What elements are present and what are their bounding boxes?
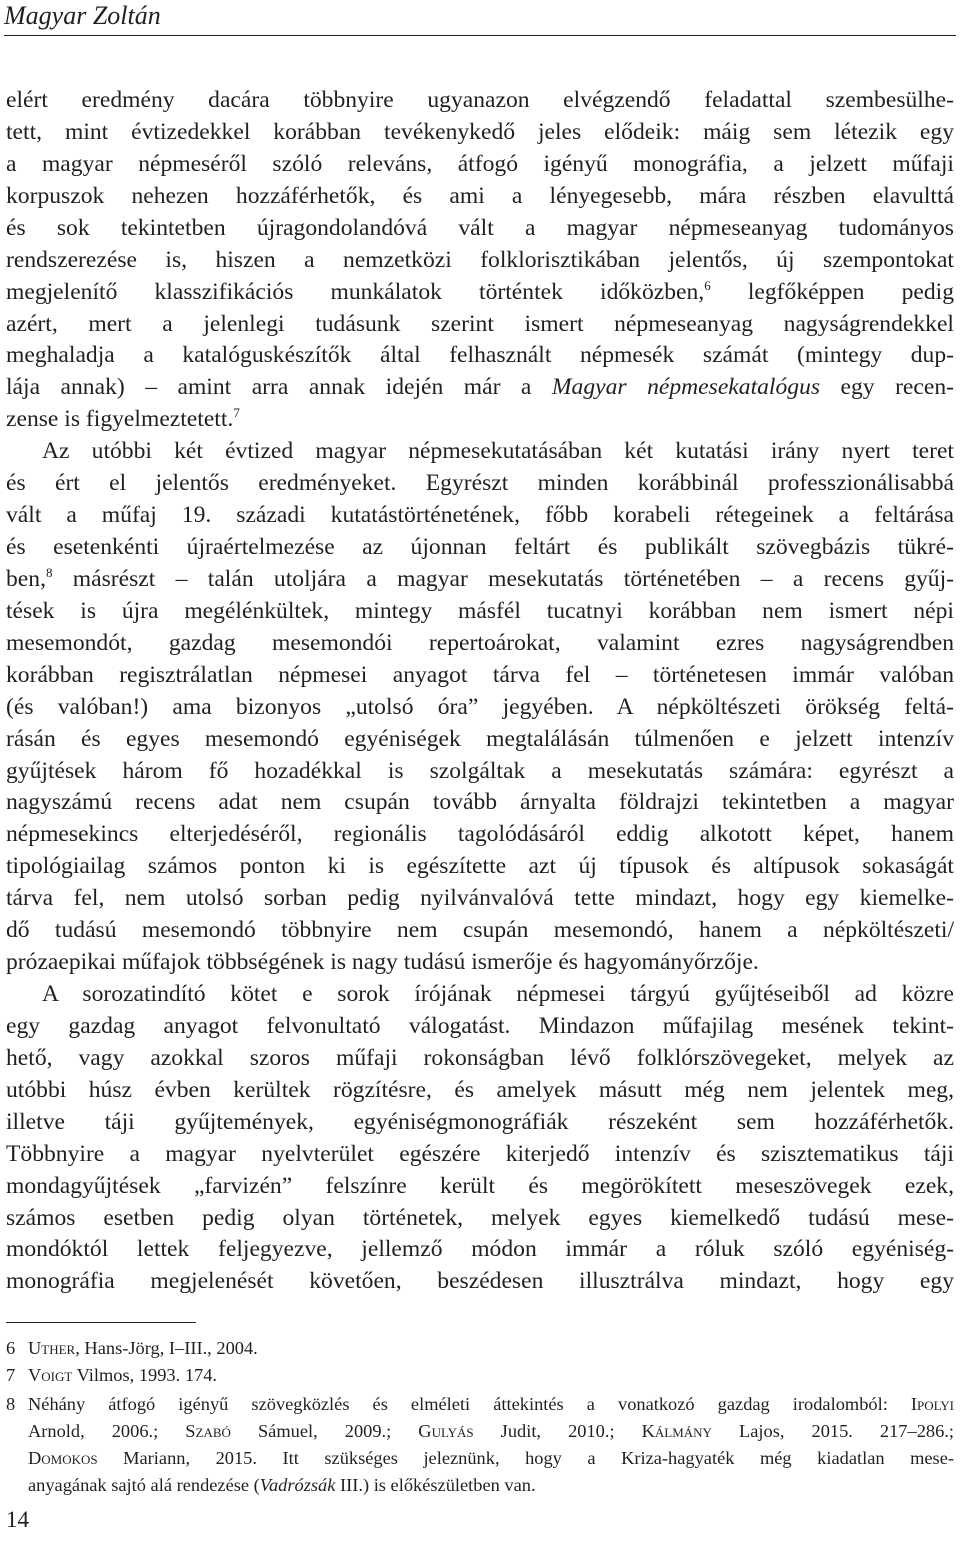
line-text: megjelenítő klasszifikációs munkálatok történtek időközben,	[6, 278, 705, 305]
text-line	[6, 1012, 954, 1040]
footnote-text: Mariann, 2015. Itt szükséges jeleznünk, hogy a Kriza-hagyaték még kiadatlan mese-	[97, 1448, 954, 1468]
footnote-line	[6, 1474, 954, 1496]
text-line	[6, 118, 954, 146]
text-line	[6, 501, 954, 529]
footnote-ref: 6	[704, 277, 711, 293]
line-text: azért, mert a jelenlegi tudásunk szerint ismert népmeseanyag nagyságrendekkel	[6, 310, 954, 337]
footnote-line	[6, 1420, 954, 1442]
header-rule	[4, 35, 956, 36]
author-name: Uther	[28, 1338, 76, 1358]
line-text: népmesekincs elterjedéséről, regionális tagolódásáról eddig alkotott képet, hanem	[6, 821, 954, 848]
footnote-text: Lajos, 2015. 217–286.;	[711, 1421, 954, 1441]
line-text: dő tudású mesemondó többnyire nem csupán mesemondó, hanem a népköltészeti/	[6, 917, 954, 944]
author-name: Kálmány	[641, 1421, 712, 1441]
text-line	[6, 310, 954, 338]
text-line	[42, 437, 954, 465]
footnote-text: Judit, 2010.;	[473, 1421, 642, 1441]
text-line	[6, 565, 954, 593]
text-line	[6, 693, 954, 721]
line-text: vált a műfaj 19. századi kutatástörténetének, főbb korabeli rétegeinek a feltárása	[6, 502, 954, 529]
text-line	[6, 788, 954, 816]
line-text: mondagyűjtések „farvizén” felszínre került és megörökített meseszövegek ezek,	[6, 1172, 954, 1199]
line-text: egy recen-	[820, 374, 954, 401]
footnote-text: Sámuel, 2009.;	[230, 1421, 419, 1441]
author-name: Domokos	[28, 1448, 98, 1468]
line-text: (és valóban!) ama bizonyos „utolsó óra” jegyében. A népköltészeti örökség feltá-	[6, 693, 954, 720]
text-line	[6, 597, 954, 625]
line-text: Többnyire a magyar nyelvterület egészére kiterjedő intenzív és szisztematikus táji	[6, 1140, 954, 1167]
text-line	[6, 278, 954, 306]
line-text: és esetenkénti újraértelmezése az újonnan feltárt és publikált szövegbázis tükré-	[6, 534, 954, 561]
text-line	[6, 948, 954, 976]
text-line	[6, 1204, 954, 1232]
text-line	[6, 820, 954, 848]
line-text: elért eredmény dacára többnyire ugyanazon elvégzendő feladattal szembesülhe-	[6, 87, 954, 113]
line-text: rendszerezése is, hiszen a nemzetközi folklorisztikában jelentős, új szempontokat	[6, 246, 954, 273]
line-text: hető, vagy azokkal szoros műfaji rokonságban lévő folklórszövegeket, melyek az	[6, 1044, 954, 1071]
line-text: A sorozatindító kötet e sorok írójának népmesei tárgyú gyűjtéseiből ad közre	[42, 981, 954, 1008]
footnote-line	[6, 1393, 954, 1415]
footnote-text: Vilmos, 1993. 174.	[72, 1365, 218, 1385]
line-text: tipológiailag számos ponton ki is egészítette azt új típusok és altípusok sokaságát	[6, 853, 954, 880]
text-line	[42, 980, 954, 1008]
footnote-number: 6	[6, 1338, 16, 1358]
text-line	[6, 246, 954, 274]
footnote-number: 8	[6, 1394, 16, 1414]
line-text: ben,	[6, 565, 46, 592]
footnote-line	[6, 1447, 954, 1469]
author-name: Ipolyi	[910, 1394, 954, 1414]
footnote-text: , Hans-Jörg, I–III., 2004.	[75, 1338, 258, 1358]
author-name: Szabó	[185, 1421, 231, 1441]
line-text: monográfia megjelenését követően, beszédesen illusztrálva mindazt, hogy egy	[6, 1268, 954, 1295]
text-line	[6, 469, 954, 497]
text-line	[6, 341, 954, 369]
text-line	[6, 86, 954, 114]
text-line	[6, 757, 954, 785]
author-name: Voigt	[28, 1365, 73, 1385]
author-name: Gulyás	[418, 1421, 474, 1441]
footnote-text: anyagának sajtó alá rendezése (	[28, 1475, 260, 1495]
text-line	[6, 661, 954, 689]
line-text: rásán és egyes mesemondó egyéniségek megtalálásán túlmenően e jelzett intenzív	[6, 725, 954, 752]
footnote-line	[6, 1337, 954, 1359]
line-text: számos esetben pedig olyan történetek, melyek egyes kiemelkedő tudású mese-	[6, 1204, 954, 1231]
footnote-text: Néhány átfogó igényű szövegközlés és elméleti áttekintés a vonatkozó gazdag irodalomból:	[28, 1394, 911, 1414]
text-line	[6, 884, 954, 912]
line-text: és sok tekintetben újragondolandóvá vált a magyar népmeseanyag tudományos	[6, 214, 954, 241]
line-text: prózaepikai műfajok többségének is nagy tudású ismerője és hagyományőrzője.	[6, 949, 759, 976]
line-text: lája annak) – amint arra annak idején már a	[6, 374, 552, 401]
line-text: és ért el jelentős eredményeket. Egyrészt minden korábbinál professzionálisabbá	[6, 470, 954, 497]
text-line	[6, 1076, 954, 1104]
line-text: meghaladja a katalóguskészítők által felhasznált népmesék számát (mintegy dup-	[6, 342, 954, 369]
line-text: tett, mint évtizedekkel korábban tevékenykedő jeles elődeik: máig sem létezik egy	[6, 118, 954, 145]
line-text: zense is figyelmeztetett.	[6, 406, 234, 433]
line-text: gyűjtések három fő hozadékkal is szolgáltak a mesekutatás számára: egyrészt a	[6, 757, 954, 784]
line-text: illetve táji gyűjtemények, egyéniségmonográfiák részeként sem hozzáférhetők.	[6, 1108, 954, 1135]
line-text: a magyar népmeséről szóló releváns, átfogó igényű monográfia, a jelzett műfaji	[6, 150, 954, 177]
text-line	[6, 405, 954, 433]
running-head: Magyar Zoltán	[4, 1, 161, 30]
footnote-number: 7	[6, 1365, 16, 1385]
text-line	[6, 1140, 954, 1168]
text-line	[6, 916, 954, 944]
text-line	[6, 852, 954, 880]
line-text: tárva fel, nem utolsó sorban pedig nyilvánvalóvá tette mindazt, hogy egy kiemelke-	[6, 885, 954, 912]
text-line	[6, 533, 954, 561]
text-line	[6, 1172, 954, 1200]
line-text: mesemondót, gazdag mesemondói repertoárokat, valamint ezres nagyságrendben	[6, 629, 954, 656]
line-text: mondóktól lettek feljegyezve, jellemző módon immár a róluk szóló egyéniség-	[6, 1236, 954, 1263]
line-text: egy gazdag anyagot felvonultató válogatást. Mindazon műfajilag mesének tekint-	[6, 1012, 954, 1039]
italic-title: Magyar népmesekatalógus	[551, 374, 821, 401]
line-text: korábban regisztrálatlan népmesei anyagot tárva fel – történetesen immár valóban	[6, 661, 954, 688]
line-text: másrészt – talán utoljára a magyar mesekutatás történetében – a recens gyűj-	[52, 565, 954, 592]
text-line	[6, 1044, 954, 1072]
footnote-ref: 7	[233, 405, 240, 421]
text-line	[6, 214, 954, 242]
text-line	[6, 182, 954, 210]
footnote-text: Arnold, 2006.;	[28, 1421, 186, 1441]
text-line	[6, 629, 954, 657]
footnote-ref: 8	[45, 564, 53, 580]
line-text: tések is újra megélénkültek, mintegy másfél tucatnyi korábban nem ismert népi	[6, 597, 954, 624]
line-text: utóbbi húsz évben kerültek rögzítésre, és amelyek másutt még nem jelentek meg,	[6, 1076, 954, 1103]
footnote-text: III.) is előkészületben van.	[335, 1475, 536, 1495]
line-text: korpuszok nehezen hozzáférhetők, és ami a lényegesebb, mára részben elavulttá	[6, 182, 954, 209]
text-line	[6, 150, 954, 178]
text-line	[6, 373, 954, 401]
text-line	[6, 1267, 954, 1295]
line-text: nagyszámú recens adat nem csupán tovább árnyalta földrajzi tekintetben a magyar	[6, 789, 954, 816]
page-number: 14	[6, 1507, 29, 1532]
italic-title: Vadrózsák	[259, 1475, 336, 1495]
line-text: legfőképpen pedig	[710, 278, 954, 305]
footnote-rule	[6, 1322, 196, 1323]
text-line	[6, 1108, 954, 1136]
footnote-line	[6, 1364, 954, 1386]
line-text: Az utóbbi két évtized magyar népmesekutatásában két kutatási irány nyert teret	[42, 438, 954, 465]
text-line	[6, 1235, 954, 1263]
text-line	[6, 725, 954, 753]
